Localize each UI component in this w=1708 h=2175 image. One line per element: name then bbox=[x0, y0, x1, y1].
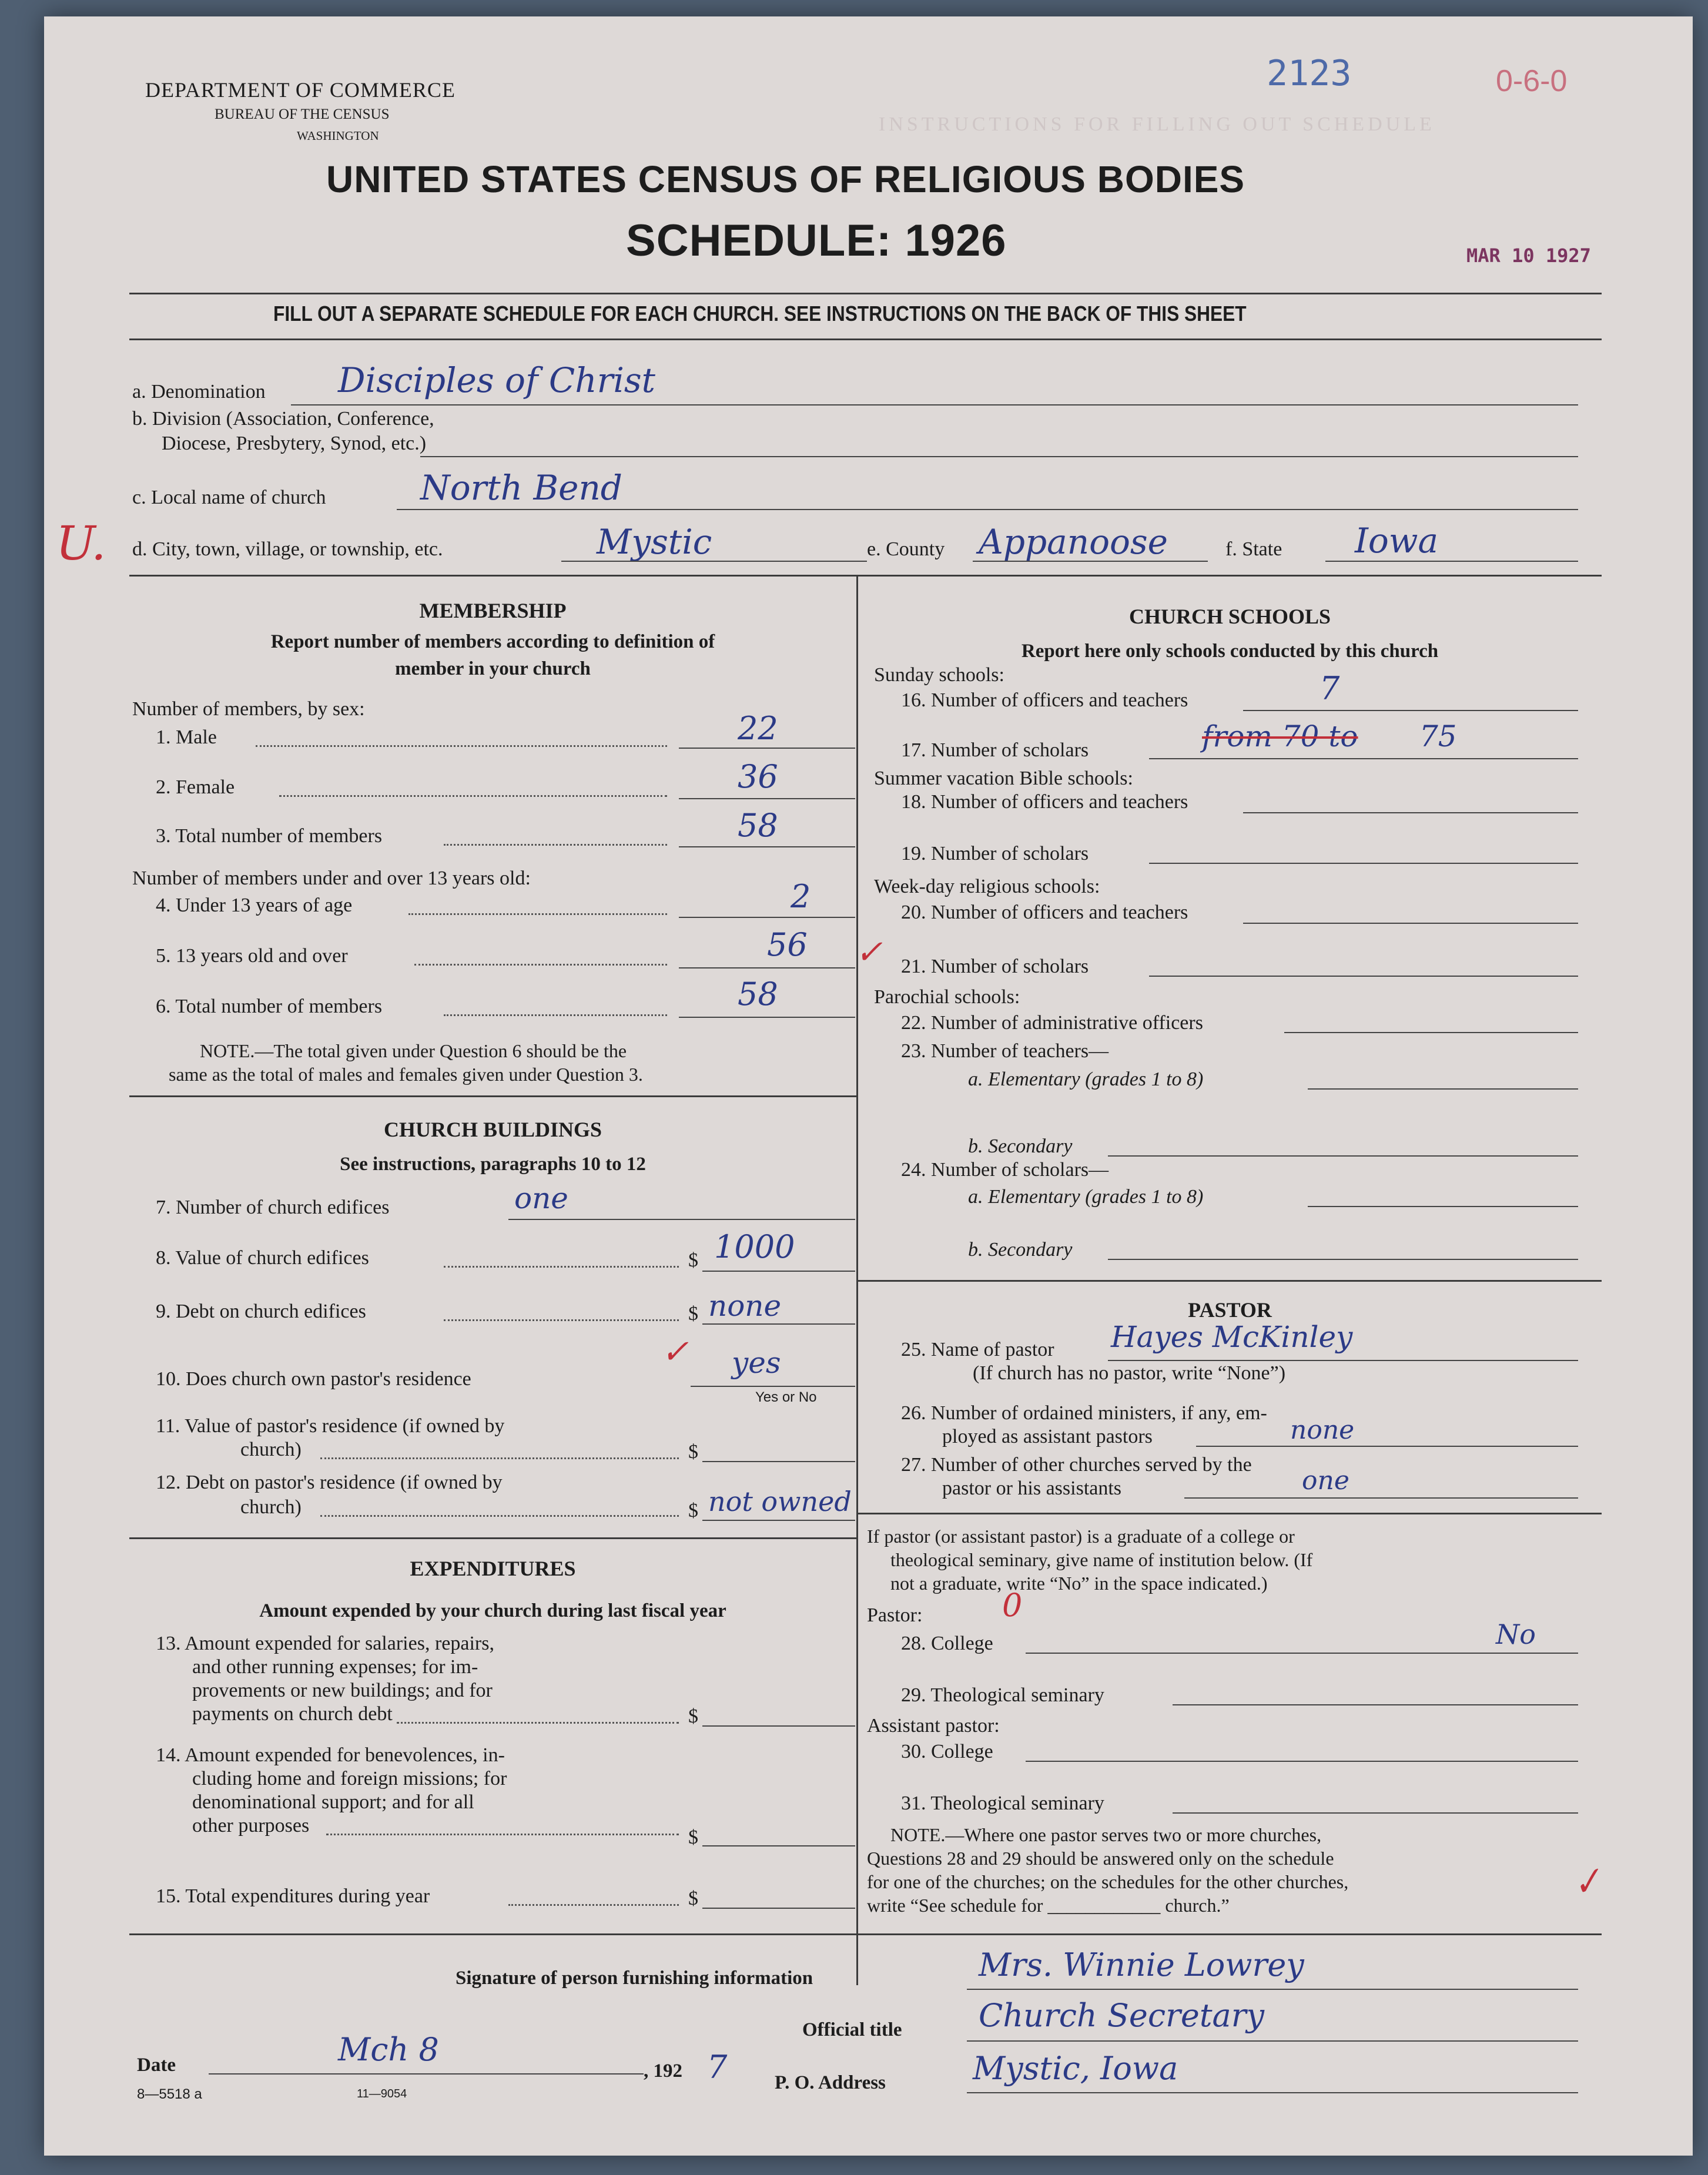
q16-line bbox=[1243, 710, 1578, 711]
code-mark: 0-6-0 bbox=[1496, 64, 1568, 98]
q10-value: yes bbox=[732, 1346, 781, 1380]
pastor-note-2: Questions 28 and 29 should be answered only on the schedule bbox=[867, 1848, 1334, 1869]
q2-female-label: 2. Female bbox=[156, 776, 235, 798]
q8-value: 1000 bbox=[714, 1228, 795, 1265]
q4-line bbox=[679, 917, 855, 918]
q17-label: 17. Number of scholars bbox=[901, 739, 1089, 761]
weekday-schools-label: Week-day religious schools: bbox=[874, 876, 1100, 897]
expenditures-sub: Amount expended by your church during last fiscal year bbox=[259, 1600, 726, 1621]
header-rule-top bbox=[129, 293, 1602, 294]
q21-red-mark: ✓ bbox=[855, 933, 883, 971]
q23a-label: a. Elementary (grades 1 to 8) bbox=[968, 1068, 1204, 1090]
q14-line-3: denominational support; and for all bbox=[192, 1791, 474, 1813]
q27-line bbox=[1184, 1497, 1578, 1499]
q23b-label: b. Secondary bbox=[968, 1135, 1073, 1157]
q2-female-value: 36 bbox=[738, 758, 778, 795]
identity-bottom-rule bbox=[129, 575, 1602, 577]
year-digit: 7 bbox=[707, 2049, 728, 2086]
schedule-year: SCHEDULE: 1926 bbox=[626, 216, 1007, 266]
instruction-line: FILL OUT A SEPARATE SCHEDULE FOR EACH CHURCH. SEE INSTRUCTIONS ON THE BACK OF THIS SHEET bbox=[273, 301, 1247, 326]
q9-line bbox=[702, 1323, 855, 1325]
q13-line-4: payments on church debt bbox=[192, 1703, 393, 1725]
q27-value: one bbox=[1302, 1466, 1349, 1496]
q11-leader bbox=[320, 1457, 679, 1459]
yes-or-no-hint: Yes or No bbox=[755, 1389, 817, 1405]
q5-leader bbox=[414, 964, 667, 966]
q19-label: 19. Number of scholars bbox=[901, 843, 1089, 864]
form-number: 8—5518 a bbox=[137, 2086, 202, 2102]
q12-dollar: $ bbox=[688, 1500, 698, 1522]
q7-line bbox=[508, 1219, 855, 1220]
division-label-2: Diocese, Presbytery, Synod, etc.) bbox=[162, 433, 427, 454]
q6-total-label: 6. Total number of members bbox=[156, 996, 383, 1017]
q22-line bbox=[1284, 1032, 1578, 1033]
po-address-line bbox=[967, 2092, 1578, 2093]
pastor-note-1: NOTE.—Where one pastor serves two or more churches, bbox=[890, 1824, 1322, 1845]
census-schedule-sheet bbox=[44, 16, 1693, 2156]
denomination-line bbox=[291, 404, 1578, 405]
date-line bbox=[209, 2073, 644, 2075]
official-title-line bbox=[967, 2040, 1578, 2042]
q28-label: 28. College bbox=[901, 1633, 993, 1654]
pastor-subheading: Pastor: bbox=[867, 1604, 923, 1626]
date-label: Date bbox=[137, 2055, 176, 2076]
membership-intro-2: member in your church bbox=[395, 658, 591, 679]
division-line bbox=[420, 456, 1578, 457]
q10-label: 10. Does church own pastor's residence bbox=[156, 1368, 471, 1390]
q3-leader bbox=[444, 844, 667, 846]
q5-over13-label: 5. 13 years old and over bbox=[156, 945, 348, 967]
q21-line bbox=[1149, 976, 1578, 977]
signature-line bbox=[967, 1989, 1578, 1990]
q8-dollar: $ bbox=[688, 1249, 698, 1271]
county-line bbox=[973, 561, 1208, 562]
q9-dollar: $ bbox=[688, 1303, 698, 1325]
q25-line bbox=[1108, 1360, 1578, 1361]
state-line bbox=[1325, 561, 1578, 562]
q30-line bbox=[1026, 1761, 1578, 1762]
q23a-line bbox=[1308, 1088, 1578, 1090]
q14-line-1: 14. Amount expended for benevolences, in- bbox=[156, 1744, 505, 1766]
official-title-label: Official title bbox=[802, 2019, 902, 2040]
q23-label: 23. Number of teachers— bbox=[901, 1040, 1109, 1062]
q7-value: one bbox=[514, 1181, 568, 1215]
po-address-label: P. O. Address bbox=[775, 2072, 886, 2093]
bleed-through-heading: INSTRUCTIONS FOR FILLING OUT SCHEDULE bbox=[879, 113, 1435, 135]
city-line bbox=[561, 561, 867, 562]
q6-total-value: 58 bbox=[738, 976, 778, 1013]
q11-line bbox=[702, 1461, 855, 1462]
form-title: UNITED STATES CENSUS OF RELIGIOUS BODIES bbox=[326, 158, 1245, 200]
local-name-value: North Bend bbox=[420, 468, 622, 508]
division-label: b. Division (Association, Conference, bbox=[132, 408, 434, 430]
q24-label: 24. Number of scholars— bbox=[901, 1159, 1109, 1181]
assistant-subheading: Assistant pastor: bbox=[867, 1715, 1000, 1737]
schools-heading: CHURCH SCHOOLS bbox=[1128, 605, 1331, 628]
q12-label-2: church) bbox=[240, 1496, 302, 1518]
q14-leader bbox=[326, 1834, 679, 1835]
q27-label-2: pastor or his assistants bbox=[942, 1477, 1122, 1499]
membership-heading: MEMBERSHIP bbox=[419, 599, 567, 622]
pastor-red-check: ✓ bbox=[1567, 1858, 1607, 1906]
q15-label: 15. Total expenditures during year bbox=[156, 1885, 430, 1907]
q23b-line bbox=[1108, 1155, 1578, 1157]
q13-line-3: provements or new buildings; and for bbox=[192, 1680, 493, 1701]
q16-label: 16. Number of officers and teachers bbox=[901, 689, 1188, 711]
q10-red-mark: ✓ bbox=[661, 1333, 689, 1371]
q27-label: 27. Number of other churches served by the bbox=[901, 1454, 1252, 1476]
local-name-label: c. Local name of church bbox=[132, 487, 326, 508]
q2-line bbox=[679, 798, 855, 799]
q17-struck-value: from 70 to bbox=[1202, 719, 1358, 753]
q20-line bbox=[1243, 923, 1578, 924]
q25-label: 25. Name of pastor bbox=[901, 1339, 1054, 1360]
q30-label: 30. College bbox=[901, 1741, 993, 1762]
q12-leader bbox=[320, 1515, 679, 1517]
membership-bottom-rule bbox=[129, 1095, 856, 1097]
q17-line bbox=[1149, 758, 1578, 759]
graduate-note-2: theological seminary, give name of institution below. (If bbox=[890, 1549, 1313, 1570]
q26-label: 26. Number of ordained ministers, if any, em- bbox=[901, 1402, 1267, 1424]
q8-label: 8. Value of church edifices bbox=[156, 1247, 369, 1269]
q20-label: 20. Number of officers and teachers bbox=[901, 901, 1188, 923]
q4-under13-label: 4. Under 13 years of age bbox=[156, 894, 353, 916]
q1-male-label: 1. Male bbox=[156, 726, 217, 748]
state-value: Iowa bbox=[1355, 521, 1439, 561]
q29-label: 29. Theological seminary bbox=[901, 1684, 1104, 1706]
under-over-label: Number of members under and over 13 years old: bbox=[132, 867, 531, 889]
q8-leader bbox=[444, 1266, 679, 1268]
q13-dollar: $ bbox=[688, 1705, 698, 1727]
margin-mark: U. bbox=[56, 516, 106, 571]
q9-leader bbox=[444, 1319, 679, 1321]
signature-value: Mrs. Winnie Lowrey bbox=[979, 1946, 1304, 1983]
buildings-bottom-rule bbox=[129, 1537, 856, 1539]
q15-amount-line bbox=[702, 1908, 855, 1909]
q12-label: 12. Debt on pastor's residence (if owned by bbox=[156, 1472, 503, 1493]
signature-label: Signature of person furnishing information bbox=[456, 1968, 813, 1989]
q17-value: 75 bbox=[1419, 719, 1457, 753]
q13-amount-line bbox=[702, 1725, 855, 1727]
schools-sub: Report here only schools conducted by this church bbox=[1021, 641, 1439, 662]
q26-label-2: ployed as assistant pastors bbox=[942, 1426, 1153, 1447]
q4-leader bbox=[408, 913, 667, 915]
denomination-value: Disciples of Christ bbox=[338, 360, 655, 400]
q15-dollar: $ bbox=[688, 1888, 698, 1909]
q24b-label: b. Secondary bbox=[968, 1239, 1073, 1261]
q6-leader bbox=[444, 1014, 667, 1016]
local-name-line bbox=[397, 509, 1578, 510]
official-title-value: Church Secretary bbox=[979, 1997, 1265, 2034]
q14-line-4: other purposes bbox=[192, 1815, 310, 1836]
membership-note-1: NOTE.—The total given under Question 6 should be the bbox=[200, 1040, 627, 1061]
q7-label: 7. Number of church edifices bbox=[156, 1197, 390, 1218]
q5-over13-value: 56 bbox=[767, 926, 808, 963]
q4-under13-value: 2 bbox=[791, 878, 811, 915]
date-value: Mch 8 bbox=[338, 2031, 439, 2068]
q11-dollar: $ bbox=[688, 1441, 698, 1463]
expenditures-heading: EXPENDITURES bbox=[410, 1557, 576, 1580]
q9-value: none bbox=[708, 1289, 782, 1323]
q14-amount-line bbox=[702, 1845, 855, 1846]
graduate-note-1: If pastor (or assistant pastor) is a graduate of a college or bbox=[867, 1526, 1295, 1547]
q2-leader bbox=[279, 795, 667, 797]
graduate-note-3: not a graduate, write “No” in the space indicated.) bbox=[890, 1573, 1268, 1594]
q3-total-value: 58 bbox=[738, 807, 778, 844]
q24b-line bbox=[1108, 1259, 1578, 1260]
q1-male-value: 22 bbox=[738, 710, 778, 747]
q3-total-label: 3. Total number of members bbox=[156, 825, 383, 847]
q29-line bbox=[1173, 1704, 1578, 1705]
q13-line-2: and other running expenses; for im- bbox=[192, 1656, 478, 1678]
denomination-label: a. Denomination bbox=[132, 381, 266, 403]
print-number: 11—9054 bbox=[357, 2087, 407, 2100]
year-prefix: , 192 bbox=[644, 2060, 682, 2082]
q11-label: 11. Value of pastor's residence (if owned by bbox=[156, 1415, 505, 1437]
q8-line bbox=[702, 1271, 855, 1272]
q18-label: 18. Number of officers and teachers bbox=[901, 791, 1188, 813]
pastor-red-mark: 0 bbox=[1002, 1587, 1023, 1624]
summer-schools-label: Summer vacation Bible schools: bbox=[874, 768, 1133, 789]
pastor-mid-rule bbox=[858, 1513, 1602, 1514]
q31-label: 31. Theological seminary bbox=[901, 1792, 1104, 1814]
q25-value: Hayes McKinley bbox=[1111, 1320, 1353, 1354]
received-date-stamp: MAR 10 1927 bbox=[1466, 244, 1591, 267]
q18-line bbox=[1243, 812, 1578, 813]
q28-value: No bbox=[1496, 1618, 1536, 1650]
parochial-label: Parochial schools: bbox=[874, 986, 1020, 1008]
q6-line bbox=[679, 1017, 855, 1018]
q26-line bbox=[1196, 1446, 1578, 1447]
q21-label: 21. Number of scholars bbox=[901, 956, 1089, 977]
bureau-name: BUREAU OF THE CENSUS bbox=[215, 106, 390, 122]
membership-note-2: same as the total of males and females given under Question 3. bbox=[169, 1064, 643, 1085]
bureau-city: WASHINGTON bbox=[297, 129, 379, 143]
q15-leader bbox=[508, 1904, 679, 1906]
q14-line-2: cluding home and foreign missions; for bbox=[192, 1768, 507, 1789]
county-value: Appanoose bbox=[979, 522, 1168, 562]
q14-dollar: $ bbox=[688, 1827, 698, 1848]
q24a-line bbox=[1308, 1206, 1578, 1207]
county-label: e. County bbox=[867, 538, 945, 560]
q19-line bbox=[1149, 863, 1578, 864]
membership-intro-1: Report number of members according to definition of bbox=[270, 631, 715, 652]
q11-label-2: church) bbox=[240, 1439, 302, 1460]
q26-value: none bbox=[1290, 1415, 1355, 1445]
q12-line bbox=[702, 1520, 855, 1521]
pastor-note-4: write “See schedule for ____________ church.” bbox=[867, 1895, 1230, 1916]
schools-bottom-rule bbox=[858, 1280, 1602, 1282]
q12-value: not owned bbox=[708, 1486, 852, 1517]
q3-line bbox=[679, 846, 855, 847]
q1-leader bbox=[256, 745, 667, 747]
header-rule-bottom bbox=[129, 339, 1602, 340]
buildings-sub: See instructions, paragraphs 10 to 12 bbox=[340, 1154, 646, 1175]
pastor-note-3: for one of the churches; on the schedules for the other churches, bbox=[867, 1871, 1349, 1892]
po-address-value: Mystic, Iowa bbox=[973, 2050, 1178, 2087]
q13-line-1: 13. Amount expended for salaries, repairs, bbox=[156, 1633, 494, 1654]
q22-label: 22. Number of administrative officers bbox=[901, 1012, 1203, 1034]
file-number-stamp: 2123 bbox=[1267, 53, 1352, 94]
state-label: f. State bbox=[1225, 538, 1282, 560]
q1-line bbox=[679, 748, 855, 749]
q25-note: (If church has no pastor, write “None”) bbox=[973, 1362, 1286, 1384]
buildings-heading: CHURCH BUILDINGS bbox=[383, 1118, 602, 1141]
q10-line bbox=[691, 1386, 855, 1387]
q24a-label: a. Elementary (grades 1 to 8) bbox=[968, 1186, 1204, 1208]
city-value: Mystic bbox=[597, 522, 712, 562]
department-name: DEPARTMENT OF COMMERCE bbox=[145, 78, 456, 102]
q13-leader bbox=[397, 1722, 679, 1724]
q16-value: 7 bbox=[1319, 670, 1340, 707]
sunday-schools-label: Sunday schools: bbox=[874, 664, 1004, 686]
q31-line bbox=[1173, 1812, 1578, 1814]
city-label: d. City, town, village, or township, etc. bbox=[132, 538, 443, 560]
q28-line bbox=[1026, 1653, 1578, 1654]
pastor-heading: PASTOR bbox=[1188, 1298, 1272, 1322]
signature-top-rule bbox=[129, 1933, 1602, 1935]
q5-line bbox=[679, 967, 855, 968]
q9-label: 9. Debt on church edifices bbox=[156, 1301, 366, 1322]
members-by-sex-label: Number of members, by sex: bbox=[132, 698, 365, 720]
